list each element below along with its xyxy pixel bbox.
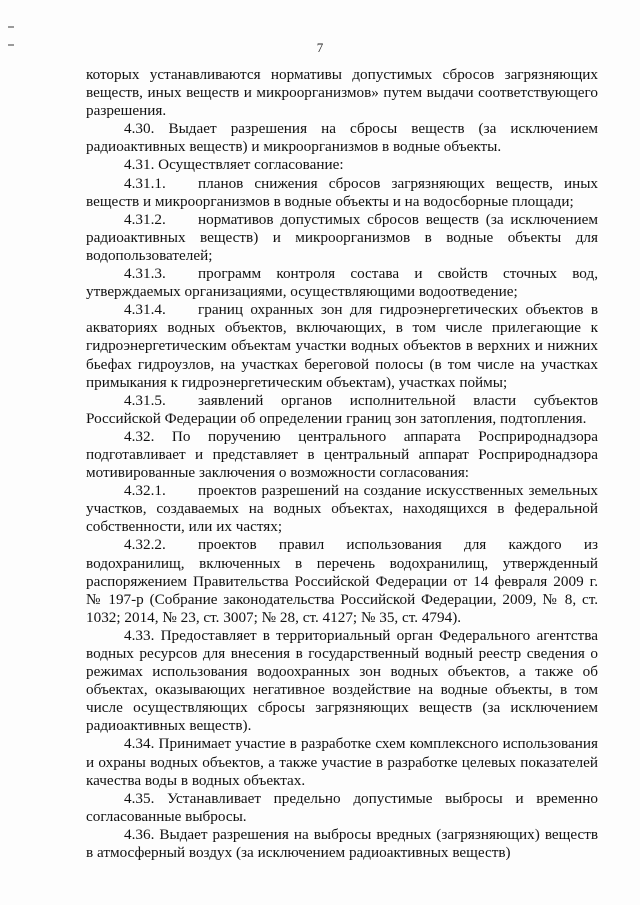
paragraph-text: проектов разрешений на создание искусственных земельных участков, создаваемых на водных объектах, находящихся в федеральной собственности, или их частях;	[86, 482, 598, 536]
paragraph	[86, 428, 598, 482]
paragraph-text: Устанавливает предельно допустимые выбросы и временно согласованные выбросы.	[86, 789, 598, 825]
paragraph	[86, 120, 598, 156]
paragraph-text: которых устанавливаются нормативы допустимых сбросов загрязняющих веществ, иных веществ и микроорганизмов» путем выдачи соответствующего разрешения.	[86, 66, 598, 120]
paragraph-text: программ контроля состава и свойств сточных вод, утверждаемых организациями, осуществляющими водоотведение;	[86, 265, 598, 301]
clause-number: 4.31.4.	[124, 301, 166, 319]
clause-number: 4.30.	[124, 120, 155, 138]
paragraph-text: По поручению центрального аппарата Росприроднадзора подготавливает и представляет в центральный аппарат Росприроднадзора мотивированные заключения о возможности согласования:	[86, 427, 598, 482]
paragraph-text: Принимает участие в разработке схем комплексного использования и охраны водных объектов, а также участие в разработке целевых показателей качества воды в водных объектах.	[86, 735, 599, 789]
paragraph-text: проектов правил использования для каждого из водохранилищ, включенных в перечень водохранилищ, утвержденный распоряжением Правительства Российской Федерации от 14 февраля 2009 г. № 197-р (Собрание законодательства Российской Федерации, 2009, № 8, ст. 1032; 2014, № 23, ст. 3007; № 28, ст. 4127; № 35, ст. 4794).	[86, 536, 598, 626]
paragraph-text: границ охранных зон для гидроэнергетических объектов в акваториях водных объектов, включающих, в том числе прилегающие к гидроэнергетическим объектам участки водных объектов в верхних и нижних бьефах гидроузлов, на участках береговой полосы (в том числе на участках примыкания к гидроэнергетическим объектам), участках поймы;	[86, 301, 598, 391]
paragraph	[86, 66, 598, 120]
paragraph	[86, 826, 598, 862]
paragraph-text: нормативов допустимых сбросов веществ (за исключением радиоактивных веществ) и микроорганизмов в водные объекты для водопользователей;	[86, 210, 598, 264]
clause-number: 4.34.	[124, 735, 155, 753]
clause-number: 4.32.2.	[124, 536, 166, 554]
scan-artifact	[8, 26, 14, 28]
clause-number: 4.31.2.	[124, 210, 166, 228]
paragraph-text: Выдает разрешения на выбросы вредных (загрязняющих) веществ в атмосферный воздух (за исключением радиоактивных веществ)	[86, 825, 598, 862]
paragraph	[86, 482, 598, 536]
paragraph	[86, 536, 598, 626]
clause-number: 4.36.	[124, 825, 155, 843]
clause-number: 4.31.5.	[124, 391, 166, 409]
clause-number: 4.35.	[124, 789, 155, 807]
paragraph	[86, 392, 598, 428]
paragraph	[86, 265, 598, 301]
paragraph-text: Предоставляет в территориальный орган Федерального агентства водных ресурсов для внесения в государственный водный реестр сведения о режимах использования водоохранных зон водных объектов, а также об объектах, оказывающих негативное воздействие на водные объекты, в том числе осуществляющих сбросы загрязняющих веществ (за исключением радиоактивных веществ).	[86, 626, 598, 735]
paragraph	[86, 301, 598, 391]
clause-number: 4.32.1.	[124, 482, 166, 500]
page-number: 7	[316, 40, 324, 55]
paragraph-text: Выдает разрешения на сбросы веществ (за исключением радиоактивных веществ) и микроорганизмов в водные объекты.	[86, 120, 599, 156]
paragraph	[86, 627, 598, 736]
paragraph-text: планов снижения сбросов загрязняющих веществ, иных веществ и микроорганизмов в водные объекты и на водосборные площади;	[86, 174, 598, 210]
document-body	[86, 66, 598, 862]
paragraph	[86, 735, 598, 789]
paragraph	[86, 175, 598, 211]
paragraph	[86, 156, 598, 174]
clause-number: 4.31.3.	[124, 265, 166, 283]
paragraph	[86, 211, 598, 265]
clause-number: 4.31.	[124, 156, 155, 174]
paragraph-text: Осуществляет согласование:	[158, 156, 344, 174]
clause-number: 4.31.1.	[124, 174, 166, 192]
clause-number: 4.33.	[124, 626, 155, 644]
paragraph-text: заявлений органов исполнительной власти субъектов Российской Федерации об определении границ зон затопления, подтопления.	[86, 391, 598, 427]
paragraph	[86, 790, 598, 826]
clause-number: 4.32.	[124, 427, 155, 445]
